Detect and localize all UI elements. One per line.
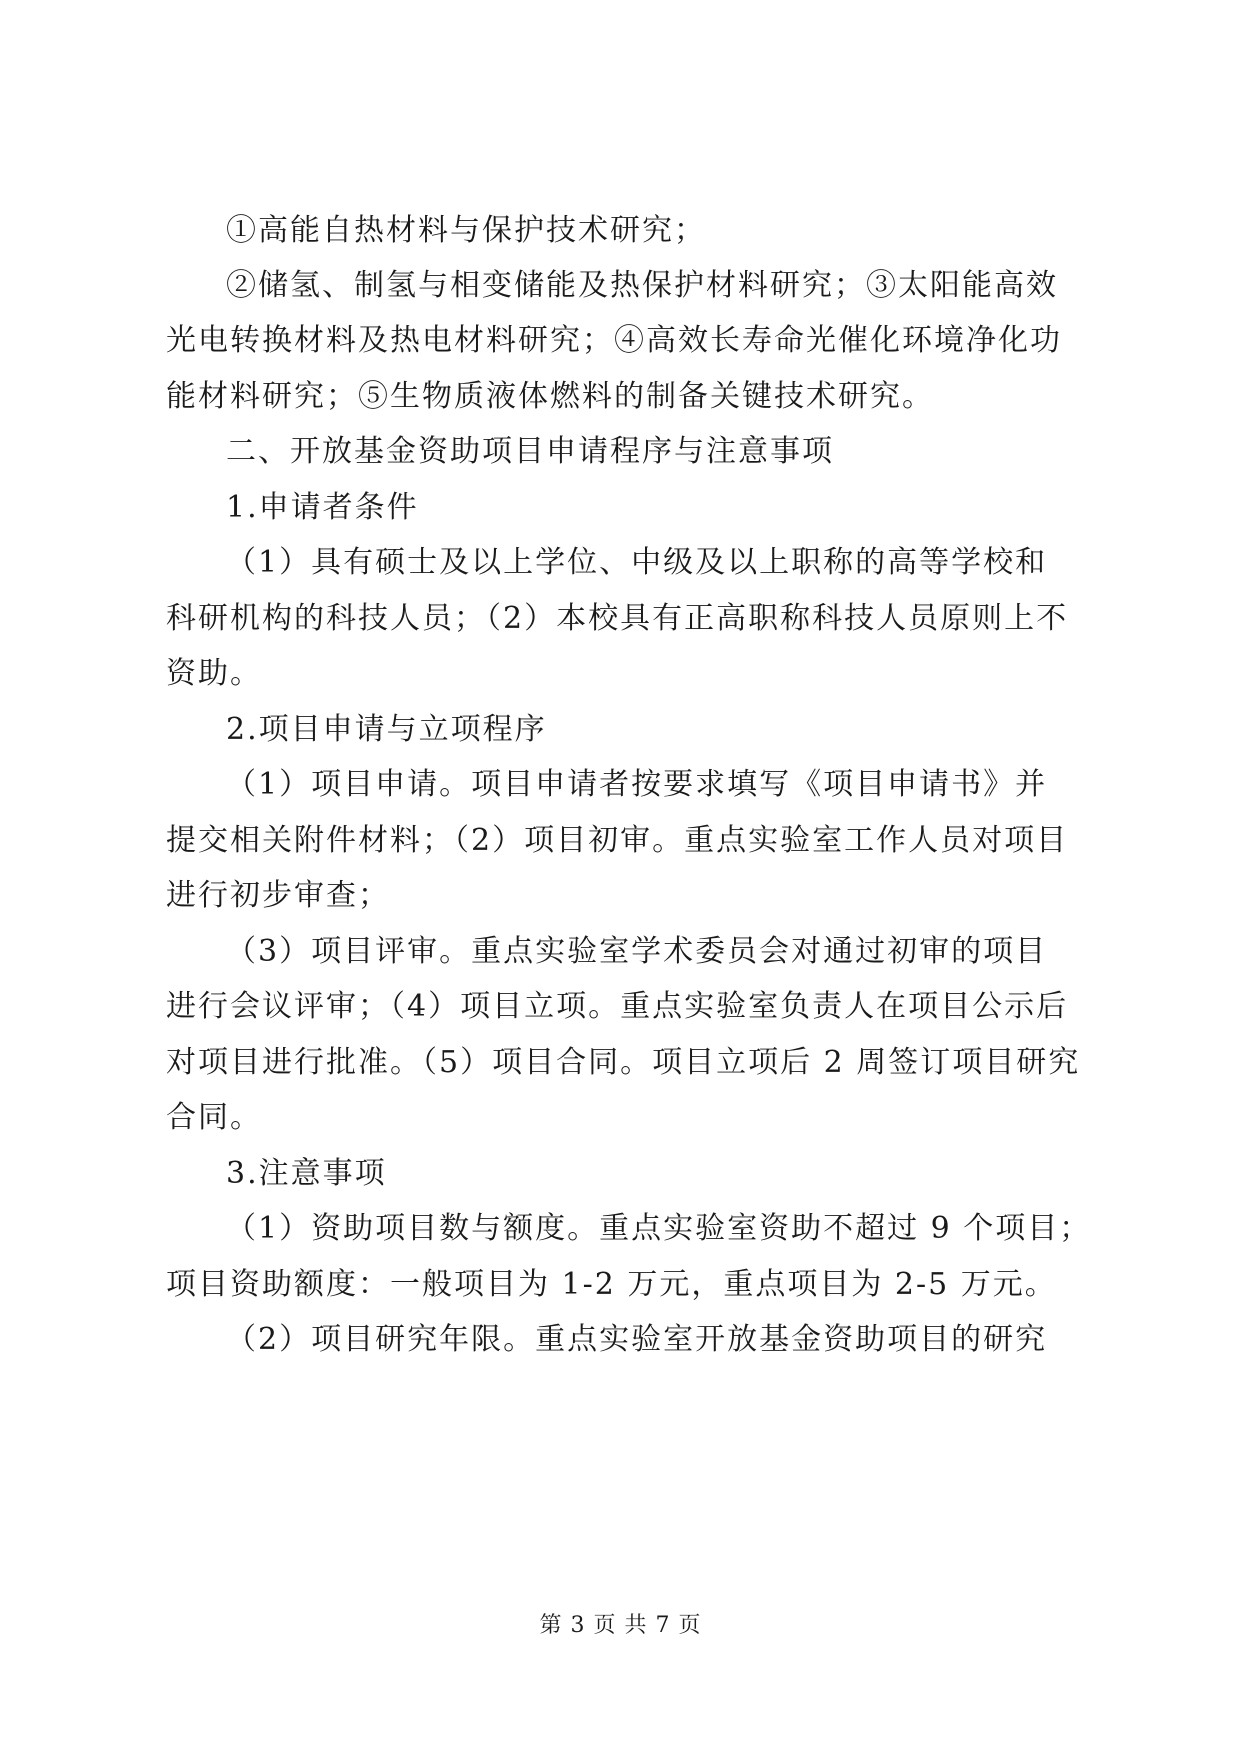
text-line: 进行会议评审；（4）项目立项。重点实验室负责人在项目公示后 [166,989,1069,1024]
text-line: （1）项目申请。项目申请者按要求填写《项目申请书》并 [226,767,1048,802]
text-line: 提交相关附件材料；（2）项目初审。重点实验室工作人员对项目 [166,823,1069,858]
page-number-footer: 第 3 页 共 7 页 [539,1613,702,1638]
text-line: 对项目进行批准。（5）项目合同。项目立项后 2 周签订项目研究 [166,1045,1081,1080]
section-heading: 二、开放基金资助项目申请程序与注意事项 [226,434,834,469]
text-line: （1）资助项目数与额度。重点实验室资助不超过 9 个项目； [226,1211,1092,1246]
text-line: 资助。 [166,656,262,691]
text-line: （1）具有硕士及以上学位、中级及以上职称的高等学校和 [226,545,1048,580]
subsection-heading: 1.申请者条件 [226,490,419,525]
text-line: 项目资助额度：一般项目为 1-2 万元，重点项目为 2-5 万元。 [166,1267,1057,1302]
subsection-heading: 3.注意事项 [226,1156,387,1191]
subsection-heading: 2.项目申请与立项程序 [226,712,547,747]
text-line: ①高能自热材料与保护技术研究； [226,213,706,248]
text-line: （2）项目研究年限。重点实验室开放基金资助项目的研究 [226,1322,1048,1357]
text-line: ②储氢、制氢与相变储能及热保护材料研究；③太阳能高效 [226,268,1058,303]
text-line: 进行初步审查； [166,878,390,913]
text-line: 光电转换材料及热电材料研究；④高效长寿命光催化环境净化功 [166,323,1062,358]
text-line: （3）项目评审。重点实验室学术委员会对通过初审的项目 [226,934,1048,969]
text-line: 合同。 [166,1100,262,1135]
text-line: 科研机构的科技人员；（2）本校具有正高职称科技人员原则上不 [166,601,1069,636]
text-line: 能材料研究；⑤生物质液体燃料的制备关键技术研究。 [166,379,934,414]
